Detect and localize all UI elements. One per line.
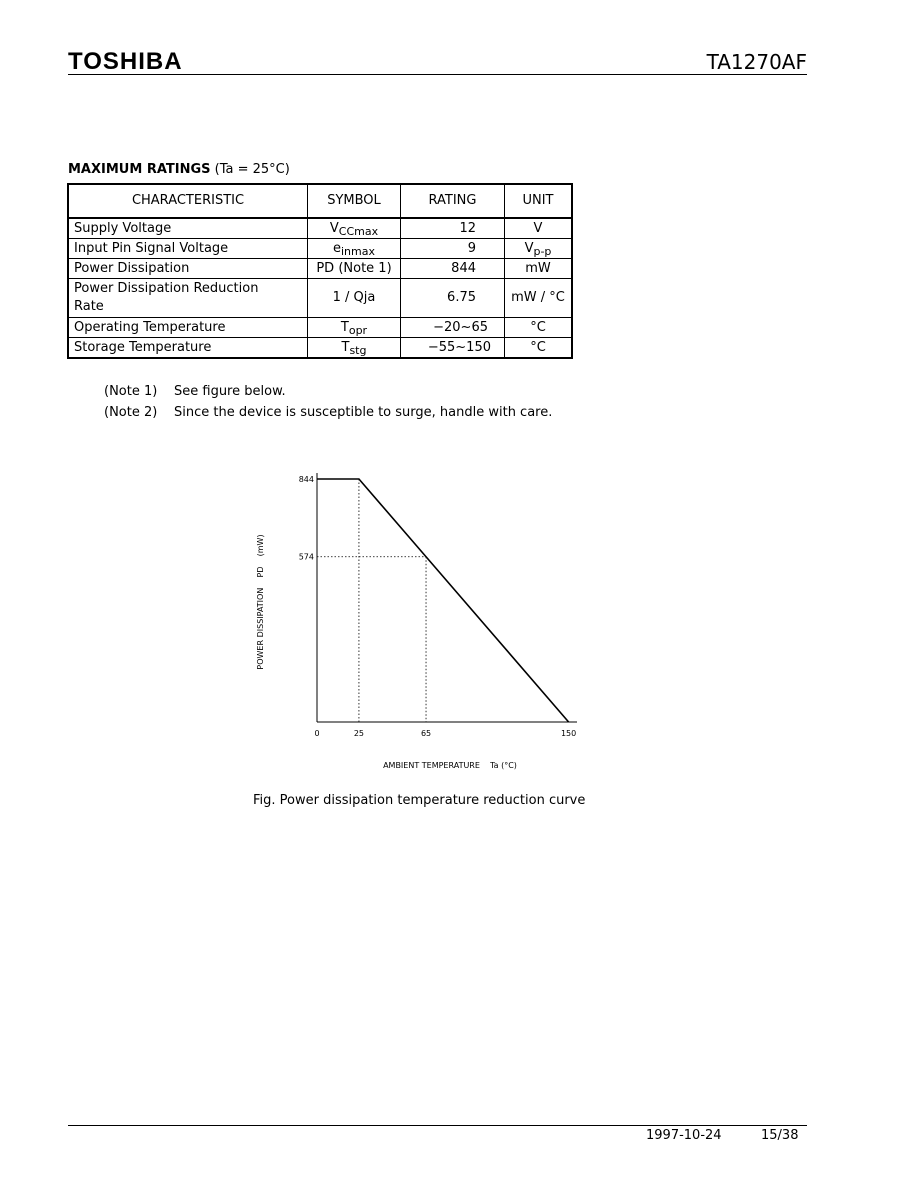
cell-unit	[505, 239, 573, 259]
cell-rating: 12	[401, 218, 505, 239]
cell-symbol	[308, 218, 401, 239]
unit-subscript: p-p	[533, 244, 552, 258]
x-tick-label: 150	[560, 729, 577, 738]
symbol-main: T	[341, 339, 350, 355]
symbol-subscript: inmax	[341, 244, 375, 258]
cell-symbol: PD (Note 1)	[308, 259, 401, 279]
power-dissipation-chart	[250, 460, 590, 780]
note-1-text: See figure below.	[174, 384, 286, 399]
cell-unit: °C	[505, 338, 573, 359]
symbol-subscript: opr	[348, 323, 368, 337]
table-row	[68, 239, 572, 259]
note-1-key: (Note 1)	[104, 384, 158, 399]
chart-frame	[317, 473, 577, 722]
table-row	[68, 338, 572, 359]
series-line-0	[317, 479, 569, 722]
symbol-main: V	[329, 220, 339, 236]
toshiba-logo: TOSHIBA	[68, 48, 183, 75]
cell-characteristic: Input Pin Signal Voltage	[68, 239, 308, 259]
x-tick-label: 65	[420, 729, 432, 738]
header-rating: RATING	[401, 184, 505, 218]
chart-y-ticks	[299, 475, 314, 562]
table-row	[68, 218, 572, 239]
symbol-subscript: CCmax	[338, 224, 379, 238]
characteristic-line-2: Rate	[74, 299, 104, 314]
symbol-main: T	[340, 319, 349, 335]
note-2-key: (Note 2)	[104, 405, 158, 420]
part-number: TA1270AF	[706, 50, 807, 74]
table-row	[68, 259, 572, 279]
cell-rating: −55~150	[401, 338, 505, 359]
note-1	[104, 383, 286, 401]
note-2	[104, 404, 552, 422]
y-axis-label: POWER DISSIPATION PD (mW)	[256, 534, 265, 670]
y-tick-label: 844	[298, 475, 314, 484]
unit-main: V	[524, 240, 534, 256]
section-title-condition: (Ta = 25°C)	[214, 162, 290, 177]
y-tick-label: 574	[298, 552, 314, 562]
header-unit: UNIT	[505, 184, 573, 218]
cell-characteristic	[68, 279, 308, 318]
table-row	[68, 279, 572, 318]
cell-characteristic: Power Dissipation	[68, 259, 308, 279]
header-characteristic: CHARACTERISTIC	[68, 184, 308, 218]
characteristic-line-1: Power Dissipation Reduction	[74, 281, 259, 296]
header-divider	[68, 74, 807, 75]
cell-unit: mW	[505, 259, 573, 279]
chart-guides	[317, 479, 426, 722]
x-tick-label: 25	[353, 729, 365, 738]
cell-unit: mW / °C	[505, 279, 573, 318]
table-row	[68, 318, 572, 338]
symbol-main: e	[333, 240, 341, 256]
maximum-ratings-table	[67, 183, 573, 359]
symbol-subscript: stg	[349, 343, 367, 357]
header-symbol: SYMBOL	[308, 184, 401, 218]
chart-series	[317, 479, 569, 722]
cell-symbol	[308, 318, 401, 338]
note-2-text: Since the device is susceptible to surge, handle with care.	[174, 405, 553, 420]
section-title	[68, 161, 290, 179]
table-header-row	[68, 184, 572, 218]
cell-characteristic: Storage Temperature	[68, 338, 308, 359]
x-axis-label: AMBIENT TEMPERATURE Ta (°C)	[383, 761, 517, 770]
footer-divider	[68, 1125, 807, 1126]
cell-rating: 844	[401, 259, 505, 279]
cell-symbol	[308, 338, 401, 359]
cell-symbol: 1 / Qja	[308, 279, 401, 318]
cell-unit: V	[505, 218, 573, 239]
footer-date: 1997-10-24	[646, 1128, 722, 1143]
figure-caption: Fig. Power dissipation temperature reduction curve	[253, 793, 586, 808]
cell-rating: −20~65	[401, 318, 505, 338]
cell-unit: °C	[505, 318, 573, 338]
section-title-main: MAXIMUM RATINGS	[68, 162, 211, 177]
page-number: 15/38	[761, 1128, 799, 1143]
cell-rating: 6.75	[401, 279, 505, 318]
chart-x-ticks	[314, 729, 576, 738]
x-tick-label: 0	[314, 729, 320, 738]
cell-symbol	[308, 239, 401, 259]
cell-characteristic: Supply Voltage	[68, 218, 308, 239]
cell-rating: 9	[401, 239, 505, 259]
cell-characteristic: Operating Temperature	[68, 318, 308, 338]
